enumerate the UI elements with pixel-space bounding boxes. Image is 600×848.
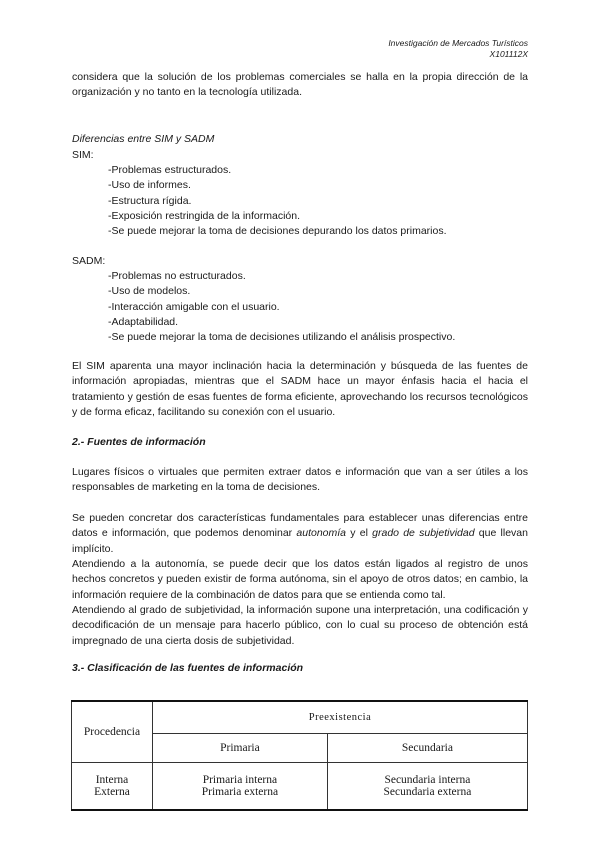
differences-title: Diferencias entre SIM y SADM bbox=[72, 133, 215, 145]
section2-heading: 2.- Fuentes de información bbox=[72, 436, 206, 448]
list-item: -Uso de modelos. bbox=[108, 285, 191, 298]
sadm-label: SADM: bbox=[72, 255, 106, 267]
list-item: -Problemas no estructurados. bbox=[108, 270, 246, 282]
cell-value: Secundaria externa bbox=[383, 785, 472, 798]
sources-classification-table bbox=[71, 700, 528, 811]
text-run: Se pueden concretar dos características fundamentales para establecer unas diferencias entre datos e información, que podemos denominar bbox=[72, 512, 528, 540]
cell-value: Primaria interna bbox=[202, 773, 278, 786]
characteristics-paragraph bbox=[72, 511, 528, 557]
table-cell-procedencia bbox=[72, 762, 153, 810]
text-run: y el bbox=[346, 527, 373, 540]
header-secundaria: Secundaria bbox=[327, 733, 527, 762]
table-cell-secundaria bbox=[327, 762, 527, 810]
list-item: -Uso de informes. bbox=[108, 179, 191, 192]
sim-label: SIM: bbox=[72, 149, 94, 161]
term-grado-subjetividad: grado de subjetividad bbox=[372, 527, 475, 540]
sources-definition-paragraph: Lugares físicos o virtuales que permiten extraer datos e información que van a ser útiles a los responsables de marketing en la toma de decisiones. bbox=[72, 466, 528, 494]
header-primaria: Primaria bbox=[153, 733, 328, 762]
row-label: Interna bbox=[95, 773, 129, 786]
table-cell-primaria bbox=[153, 762, 328, 810]
list-item: -Interacción amigable con el usuario. bbox=[108, 300, 280, 313]
header-procedencia: Procedencia bbox=[72, 701, 153, 762]
list-item: -Estructura rígida. bbox=[108, 194, 192, 207]
header-code: X101112X bbox=[489, 49, 528, 59]
sadm-list bbox=[72, 269, 528, 345]
cell-value: Primaria externa bbox=[201, 785, 279, 798]
sim-comparison-paragraph: El SIM aparenta una mayor inclinación hacia la determinación y búsqueda de las fuentes de información apropiadas, mientras que el SADM hace un mayor énfasis hacia el hacia el tratamiento y gestión de esas fuentes de forma eficiente, aprovechando los recursos tecnológicos y de forma eficaz, facilitando su conexión con el usuario. bbox=[72, 360, 528, 418]
sim-list bbox=[72, 163, 528, 239]
term-autonomia: autonomía bbox=[296, 527, 347, 540]
cell-value: Secundaria interna bbox=[384, 773, 471, 786]
list-item: -Exposición restringida de la información. bbox=[108, 209, 301, 222]
header-course-title: Investigación de Mercados Turísticos bbox=[388, 38, 528, 48]
list-item: -Problemas estructurados. bbox=[108, 164, 232, 176]
list-item: -Se puede mejorar la toma de decisiones utilizando el análisis prospectivo. bbox=[108, 331, 456, 344]
row-label: Externa bbox=[94, 785, 130, 798]
text-run: que llevan implícito. bbox=[72, 527, 528, 555]
intro-paragraph: considera que la solución de los problemas comerciales se halla en la propia dirección de la organización y no tanto en la tecnología utilizada. bbox=[72, 71, 528, 99]
page-header bbox=[388, 38, 528, 60]
autonomy-paragraph: Atendiendo a la autonomía, se puede decir que los datos están ligados al registro de unos hechos concretos y pueden existir de forma autónoma, sin el apoyo de otros datos; en cambio, la información requiere de la combinación de datos para que se entienda como tal. bbox=[72, 558, 528, 601]
section3-heading: 3.- Clasificación de las fuentes de información bbox=[72, 662, 304, 674]
list-item: -Se puede mejorar la toma de decisiones depurando los datos primarios. bbox=[108, 225, 447, 238]
header-preexistencia: Preexistencia bbox=[153, 701, 528, 733]
list-item: -Adaptabilidad. bbox=[108, 315, 179, 328]
subjectivity-paragraph: Atendiendo al grado de subjetividad, la información supone una interpretación, una codificación y decodificación de un mensaje para hacerlo público, con lo cual su proceso de obtención está impregnado de una cierta dosis de subjetividad. bbox=[72, 604, 528, 647]
